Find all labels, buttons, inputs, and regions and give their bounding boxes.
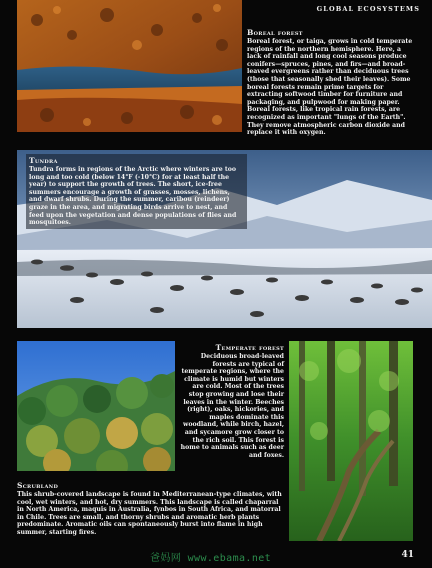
tundra-text: Tundra forms in regions of the Arctic where winters are too long and too cold (below 14°F (-10°C) for at least half the year) to support the growth of trees. The short, ice-free summers encourage a growth of grasses, mosses, lichens, and dwarf shrubs. During the summer, caribou (reindeer) graze in the area, and migrating birds arrive to nest, and feed upon the vegetation and dense populations of flies and mosquitoes. <box>29 166 237 227</box>
boreal-forest-section <box>247 28 417 137</box>
scrubland-title: Scrubland <box>17 481 59 490</box>
tundra-title: Tundra <box>29 156 58 165</box>
page-number: 41 <box>401 550 414 560</box>
boreal-forest-title: Boreal forest <box>247 28 303 37</box>
temperate-forest-section <box>178 343 284 459</box>
section-header: GLOBAL ECOSYSTEMS <box>316 5 420 13</box>
scrubland-photo <box>17 341 175 471</box>
scrubland-text: This shrub-covered landscape is found in Mediterranean-type climates, with cool, wet winters, and hot, dry summers. This landscape is called chaparral in North America, maquis in Australia, fynbos in South Africa, and matorral in Chile. Trees are small, and thorny shrubs and aromatic herb plants predominate. Aromatic oils can spontaneously burst into flame in high summer, starting fires. <box>17 491 282 536</box>
temperate-forest-title: Temperate forest <box>215 343 284 352</box>
boreal-forest-photo <box>17 0 242 132</box>
scrubland-section <box>17 481 282 537</box>
tundra-section <box>26 154 247 229</box>
beech-forest-photo <box>289 341 413 541</box>
temperate-forest-text: Deciduous broad-leaved forests are typical of temperate regions, where the climate is humid but winters are cold. Most of the trees stop growing and lose their leaves in the winter. Beeches (right), oaks, hickories, and maples dominate this woodland, while birch, hazel, and sycamore grow closer to the rich soil. This forest is home to animals such as deer and foxes. <box>180 353 284 459</box>
boreal-forest-text: Boreal forest, or taiga, grows in cold temperate regions of the northern hemisphere. Here, a lack of rainfall and long cool seasons produce conifers—spruces, pines, and firs—and broad-leaved evergreens rather than deciduous trees (those that seasonally shed their leaves). Some boreal forests remain prime targets for extracting softwood timber for furniture and packaging, and pulpwood for making paper. Boreal forests, like tropical rain forests, are recognized as important "lungs of the Earth". They remove atmospheric carbon dioxide and replace it with oxygen. <box>247 38 413 137</box>
watermark: 爸妈网 www.ebama.net <box>150 553 272 564</box>
